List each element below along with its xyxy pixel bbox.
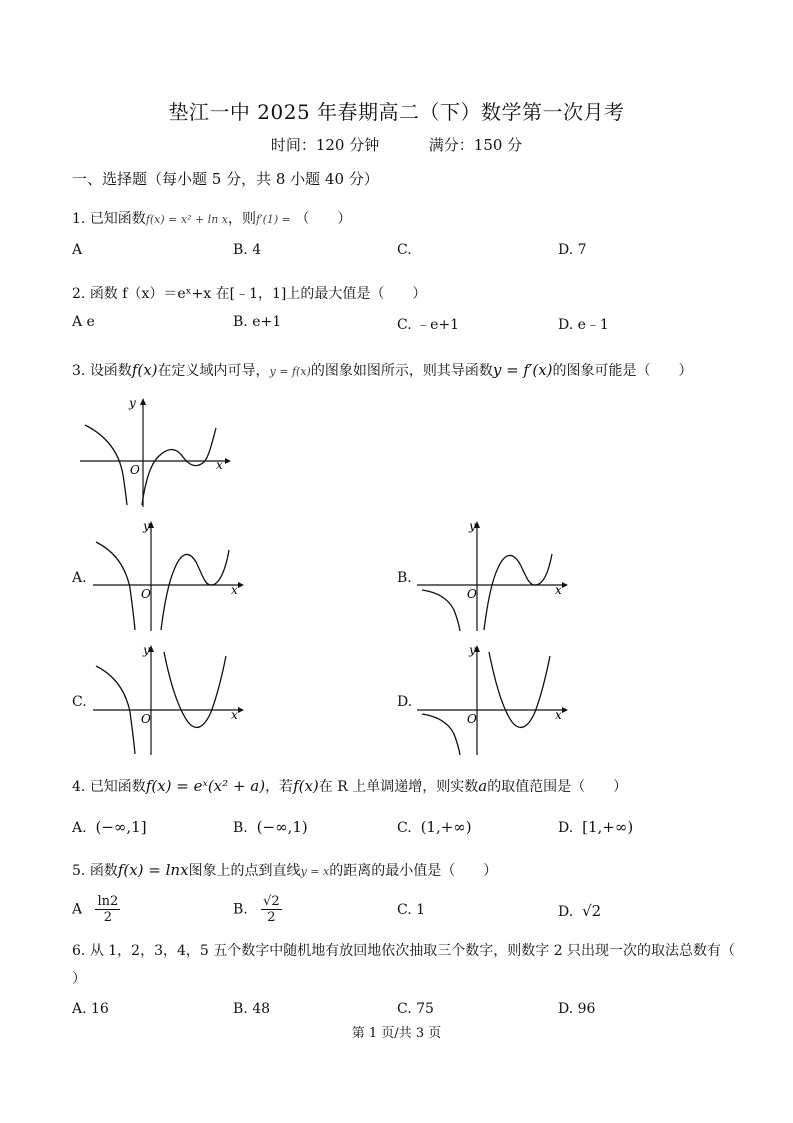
origin-label: O [141,712,151,726]
option-a: A. [72,570,87,586]
question-4 [72,776,627,796]
option-b: B. (−∞,1) [233,818,308,836]
axis-label-y: y [143,519,150,533]
option-value: [1,+∞) [582,818,634,836]
option-c: C. 75 [397,1001,434,1017]
option-a: A e [72,314,95,330]
option-b: B. e+1 [233,314,282,330]
axis-label-x: x [216,458,223,472]
option-d: D. 7 [558,242,587,258]
option-d-graph [412,642,572,757]
question-text: 在 R 上单调递增，则实数 [318,779,479,795]
question-text: ，若 [265,779,294,795]
question-number: 2. [72,286,86,302]
question-text: 函数 [89,863,118,879]
option-value: (−∞,1) [256,818,308,836]
question-3 [72,360,693,380]
option-b: B. $\frac{√2}{2}$ [233,894,280,925]
origin-label: O [467,587,477,601]
option-c: C. (1,+∞) [397,818,472,836]
option-d: D. [397,694,413,710]
option-value: (−∞,1] [95,818,147,836]
formula: f(x) = x² + ln x [145,213,229,226]
time-label: 时间：120 分钟 [270,136,380,154]
question-text: ，则 [228,211,257,227]
question-5 [72,860,497,880]
main-graph [75,395,235,510]
option-c: C. [397,242,412,258]
question-text: 在定义域内可导， [157,363,270,379]
question-number: 5. [72,863,86,879]
option-a: A. 16 [72,1001,109,1017]
option-d: D. √2 [558,902,602,920]
fraction: $\frac{\ln 2}{2}$ [97,894,119,925]
origin-label: O [467,712,477,726]
option-b-graph [412,518,572,633]
question-number: 6. [72,943,86,959]
formula: f(x) = lnx [117,861,189,879]
axis-label-x: x [555,583,562,597]
option-value: (1,+∞) [420,818,472,836]
question-text: 已知函数 [89,211,146,227]
option-b: B. [397,570,412,586]
axis-label-x: x [555,708,562,722]
question-6-continued: ） [72,971,86,987]
formula: y = f(x) [269,365,311,378]
option-a: A $\frac{\ln 2}{2}$ [72,894,119,925]
formula: y = x [300,865,330,878]
option-b: B. 48 [233,1001,271,1017]
option-c: C. [72,694,87,710]
formula: f(x) [131,361,158,379]
option-b: B. 4 [233,242,262,258]
question-text: 的图象如图所示，则其导函数 [310,363,493,379]
question-number: 1. [72,211,86,227]
question-number: 4. [72,779,86,795]
formula: f(x) = eˣ(x² + a) [145,777,266,795]
question-text: 函数 f（x）＝eˣ+x 在[﹣1，1]上的最大值是（ ） [89,286,427,302]
option-d: D. e﹣1 [558,317,609,333]
fraction: $\frac{√2}{2}$ [263,894,280,925]
option-c: C. ﹣e+1 [397,317,460,333]
option-a: A [72,242,83,258]
option-c-graph [88,642,248,757]
option-a-graph [88,518,248,633]
question-text: 已知函数 [89,779,146,795]
formula: f′(1) = [256,213,291,226]
option-d: D. 96 [558,1001,596,1017]
axis-label-y: y [469,643,476,657]
question-number: 3. [72,363,86,379]
question-1 [72,208,351,228]
score-label: 满分：150 分 [428,136,523,154]
axis-label-y: y [143,643,150,657]
exam-subtitle [0,134,793,155]
question-text: 设函数 [89,363,132,379]
question-text: 从 1，2，3，4，5 五个数字中随机地有放回地依次抽取三个数字，则数字 2 只出现一次的取法总数有（ [89,943,736,959]
answer-bracket: （ ） [295,211,352,227]
axis-label-y: y [469,519,476,533]
question-text: 图象上的点到直线 [188,863,301,879]
axis-label-y: y [129,396,136,410]
option-c: C. 1 [397,902,426,918]
question-2 [72,283,426,303]
option-d: D. [1,+∞) [558,818,634,836]
option-a: A. (−∞,1] [72,818,147,836]
axis-label-x: x [231,708,238,722]
formula: y = f′(x) [492,361,553,379]
question-text: 的取值范围是（ ） [487,779,628,795]
question-text: 的距离的最小值是（ ） [329,863,498,879]
origin-label: O [130,463,140,477]
exam-title: 垫江一中 2025 年春期高二（下）数学第一次月考 [168,100,625,124]
question-text: 的图象可能是（ ） [552,363,693,379]
page-number: 第 1 页/共 3 页 [351,1026,442,1041]
formula: a [478,777,488,795]
section-title: 一、选择题（每小题 5 分，共 8 小题 40 分） [72,170,379,188]
formula: f(x) [293,777,319,795]
axis-label-x: x [231,583,238,597]
option-value: √2 [582,902,602,920]
origin-label: O [141,587,151,601]
question-6 [72,940,735,960]
